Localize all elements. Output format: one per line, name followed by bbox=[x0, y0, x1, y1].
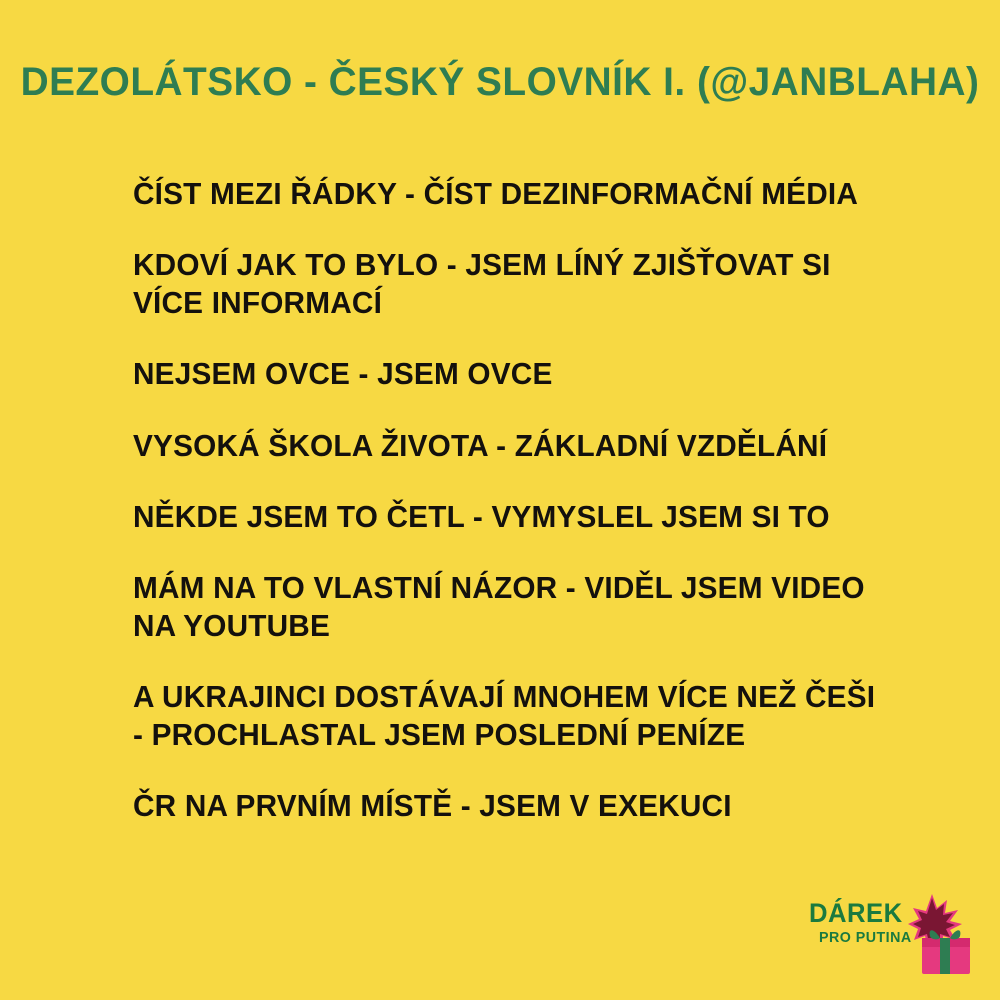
list-item: MÁM NA TO VLASTNÍ NÁZOR - VIDĚL JSEM VIDEO NA YOUTUBE bbox=[133, 569, 865, 643]
list-item: NĚKDE JSEM TO ČETL - VYMYSLEL JSEM SI TO bbox=[133, 498, 830, 534]
list-item: KDOVÍ JAK TO BYLO - JSEM LÍNÝ ZJIŠŤOVAT SI VÍCE INFORMACÍ bbox=[133, 247, 831, 321]
gift-icon bbox=[898, 894, 976, 980]
list-item: A UKRAJINCI DOSTÁVAJÍ MNOHEM VÍCE NEŽ ČEŠI - PROCHLASTAL JSEM POSLEDNÍ PENÍZE bbox=[133, 679, 876, 753]
list-item: VYSOKÁ ŠKOLA ŽIVOTA - ZÁKLADNÍ VZDĚLÁNÍ bbox=[133, 427, 828, 463]
page-title: DEZOLÁTSKO - ČESKÝ SLOVNÍK I. (@JANBLAHA) bbox=[20, 60, 980, 104]
badge-line-1: DÁREK bbox=[809, 898, 903, 928]
list-item: ČÍST MEZI ŘÁDKY - ČÍST DEZINFORMAČNÍ MÉDIA bbox=[133, 176, 859, 211]
list-item: NEJSEM OVCE - JSEM OVCE bbox=[133, 356, 553, 392]
campaign-badge bbox=[807, 882, 982, 982]
badge-line-2: PRO PUTINA bbox=[819, 929, 912, 946]
list-item: ČR NA PRVNÍM MÍSTĚ - JSEM V EXEKUCI bbox=[133, 788, 732, 824]
dictionary-entry-list bbox=[133, 175, 923, 825]
